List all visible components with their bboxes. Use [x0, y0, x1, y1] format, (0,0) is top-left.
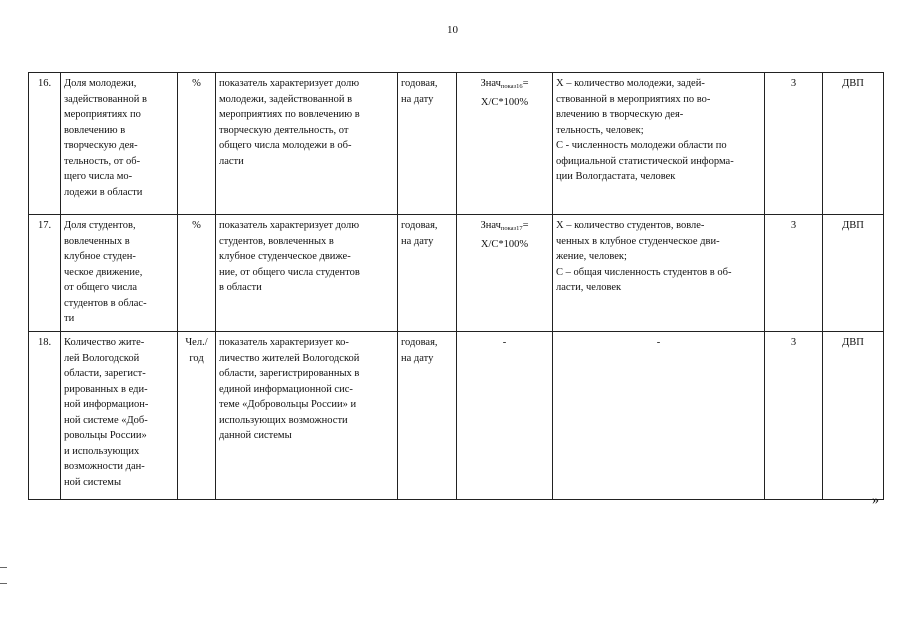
row-number: 17.: [29, 215, 61, 332]
formula-subscript: показ17: [500, 225, 523, 232]
indicator-name: Доля молодежи, задействованной в мероприятиях по вовлечению в творческую дея- тельность, от об- щего числа мо- лодежи в области: [61, 73, 178, 215]
table-row: [29, 73, 884, 215]
row-number: 18.: [29, 332, 61, 500]
margin-mark: [0, 583, 7, 584]
row-number: 16.: [29, 73, 61, 215]
indicators-table: [28, 72, 884, 500]
closing-quote: »: [872, 493, 879, 508]
weight-value: 3: [765, 215, 823, 332]
formula-variables: X – количество молодежи, задей- ствованной в мероприятиях по во- влечению в творческую дея- тельность, человек; C - численность молодежи области по официальной статистической информа- ции Вологдастата, человек: [553, 73, 765, 215]
data-source: ДВП: [823, 73, 884, 215]
indicator-description: показатель характеризует ко- личество жителей Вологодской области, зарегистрированных в единой информационной сис- теме «Добровольцы России» и использующих возможности данной системы: [216, 332, 398, 500]
weight-value: 3: [765, 332, 823, 500]
formula-name: [460, 76, 549, 95]
indicator-name: Доля студентов, вовлеченных в клубное студен- ческое движение, от общего числа студентов в облас- ти: [61, 215, 178, 332]
table-row: [29, 215, 884, 332]
formula-prefix: -: [502, 337, 507, 348]
indicator-description: показатель характеризует долю студентов, вовлеченных в клубное студенческое движе- ние, от общего числа студентов в области: [216, 215, 398, 332]
margin-mark: [0, 567, 7, 568]
formula-name: [460, 335, 549, 354]
formula: [457, 332, 553, 500]
formula-expression: X/C*100%: [480, 96, 529, 108]
formula: [457, 73, 553, 215]
indicator-description: показатель характеризует долю молодежи, задействованной в мероприятиях по вовлечению в творческую деятельность, от общего числа молодежи в об- ласти: [216, 73, 398, 215]
formula-variables: -: [553, 332, 765, 500]
formula-name: [460, 218, 549, 237]
data-source: ДВП: [823, 332, 884, 500]
formula-suffix: =: [522, 220, 529, 231]
periodicity: годовая, на дату: [398, 73, 457, 215]
formula-prefix: Знач: [480, 78, 501, 89]
formula-expression: X/C*100%: [480, 238, 529, 250]
periodicity: годовая, на дату: [398, 332, 457, 500]
formula: [457, 215, 553, 332]
page-number: 10: [447, 24, 458, 36]
data-source: ДВП: [823, 215, 884, 332]
unit: Чел./ год: [178, 332, 216, 500]
formula-prefix: Знач: [480, 220, 501, 231]
formula-variables: X – количество студентов, вовле- ченных в клубное студенческое дви- жение, человек; C – общая численность студентов в об- ласти, человек: [553, 215, 765, 332]
indicator-name: Количество жите- лей Вологодской области, зарегист- рированных в еди- ной информацион- ной системе «Доб- ровольцы России» и использующих возможности дан- ной системы: [61, 332, 178, 500]
weight-value: 3: [765, 73, 823, 215]
unit: %: [178, 215, 216, 332]
table-row: [29, 332, 884, 500]
unit: %: [178, 73, 216, 215]
periodicity: годовая, на дату: [398, 215, 457, 332]
formula-subscript: показ16: [500, 83, 523, 90]
formula-suffix: =: [522, 78, 529, 89]
